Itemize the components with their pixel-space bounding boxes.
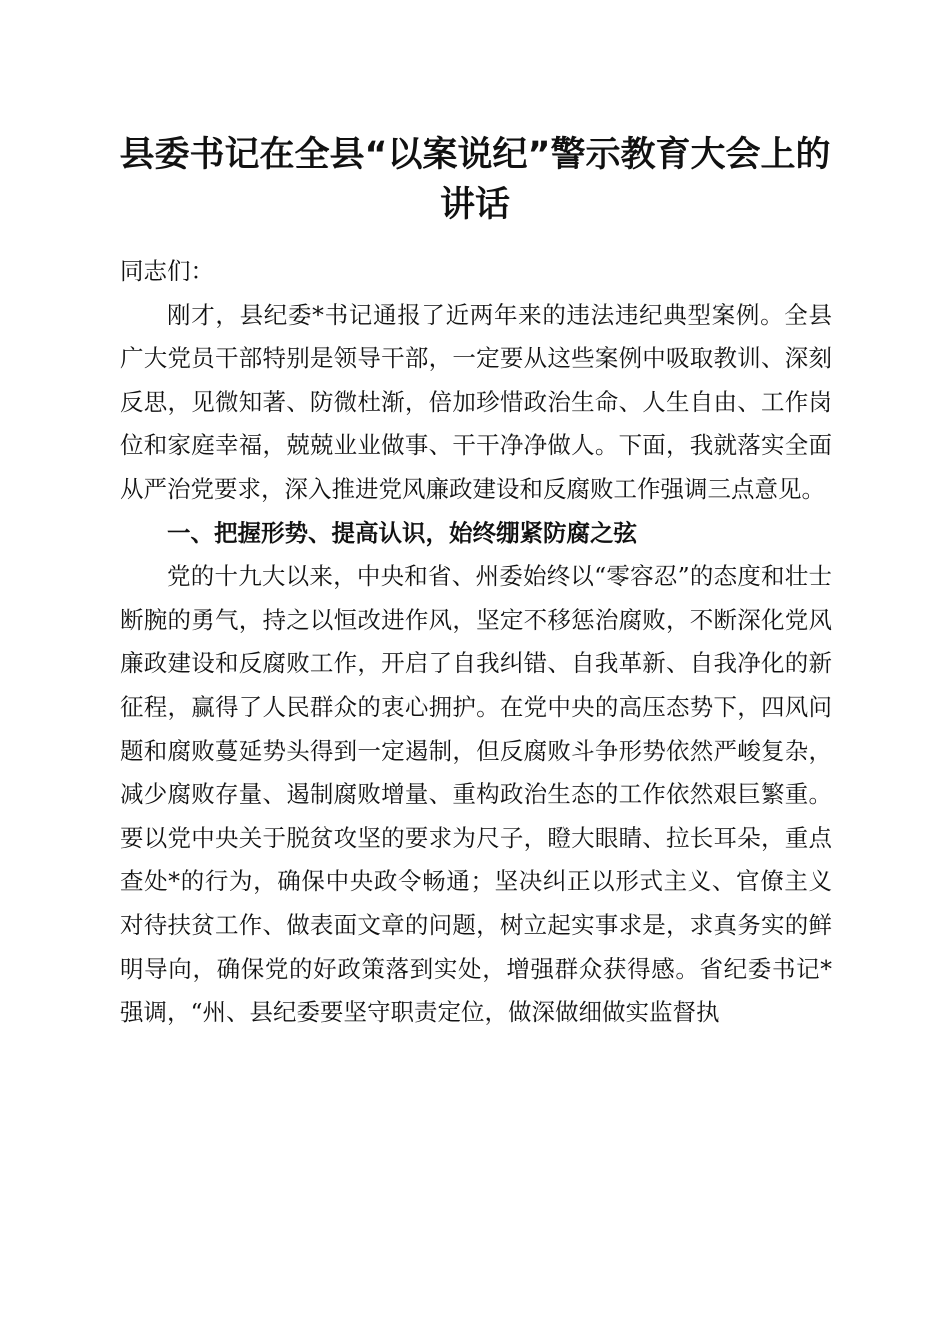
document-body (120, 250, 832, 1035)
document-title: 县委书记在全县“以案说纪”警示教育大会上的讲话 (119, 135, 831, 225)
salutation: 同志们： (120, 257, 214, 285)
section-heading-1: 一、把握形势、提高认识，始终绷紧防腐之弦 (167, 518, 637, 547)
opening-paragraph: 刚才，县纪委*书记通报了近两年来的违法违纪典型案例。全县广大党员干部特别是领导干部，一定要从这些案例中吸取教训、深刻反思，见微知著、防微杜渐，倍加珍惜政治生命、人生自由、工作岗位和家庭幸福，兢兢业业做事、干干净净做人。下面，我就落实全面从严治党要求，深入推进党风廉政建设和反腐败工作强调三点意见。 (120, 300, 832, 503)
section-1-paragraph: 党的十九大以来，中央和省、州委始终以“零容忍”的态度和壮士断腕的勇气，持之以恒改进作风，坚定不移惩治腐败，不断深化党风廉政建设和反腐败工作，开启了自我纠错、自我革新、自我净化的新征程，赢得了人民群众的衷心拥护。在党中央的高压态势下，四风问题和腐败蔓延势头得到一定遏制，但反腐败斗争形势依然严峻复杂，减少腐败存量、遏制腐败增量、重构政治生态的工作依然艰巨繁重。要以党中央关于脱贫攻坚的要求为尺子，瞪大眼睛、拉长耳朵，重点查处*的行为，确保中央政令畅通；坚决纠正以形式主义、官僚主义对待扶贫工作、做表面文章的问题，树立起实事求是，求真务实的鲜明导向，确保党的好政策落到实处，增强群众获得感。省纪委书记*强调，“州、县纪委要坚守职责定位，做深做细做实监督执 (120, 562, 832, 1027)
